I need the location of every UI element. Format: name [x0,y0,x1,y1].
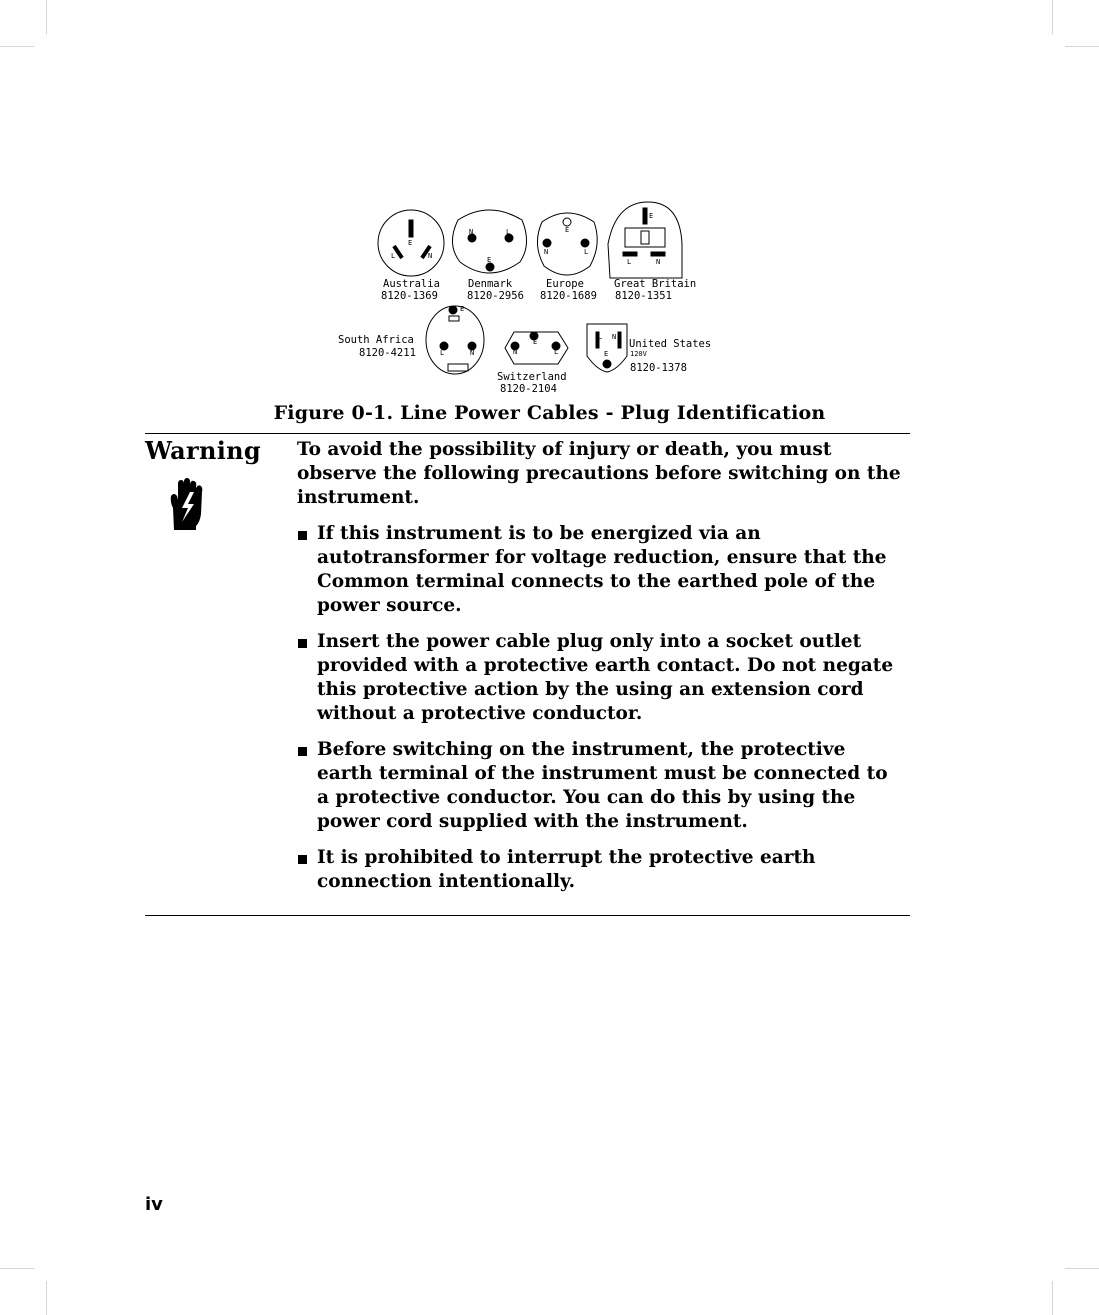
europe-plug-icon [537,213,597,275]
svg-text:L: L [506,228,511,236]
top-rule [145,433,910,434]
crop-mark [1052,1281,1053,1315]
warning-body [297,438,902,906]
bullet-square-icon [298,747,307,756]
plug-country-label: Great Britain [614,278,697,290]
plug-part-number: 8120-2104 [500,383,557,395]
precaution-list [297,522,902,894]
plug-part-number: 8120-4211 [359,347,416,359]
plug-country-label: Europe [546,278,584,290]
crop-mark [0,1268,34,1269]
crop-mark [0,46,34,47]
list-item [297,630,902,726]
crop-mark [1065,46,1099,47]
plug-country-label: Switzerland [497,371,567,383]
bullet-square-icon [298,639,307,648]
crop-mark [46,1281,47,1315]
warning-heading: Warning [145,436,261,465]
bullet-square-icon [298,855,307,864]
svg-text:E: E [487,256,492,264]
svg-text:L: L [627,258,632,266]
crop-mark [46,0,47,34]
bullet-square-icon [298,531,307,540]
great-britain-plug-icon [608,202,682,278]
svg-text:N: N [513,348,518,356]
list-item [297,522,902,618]
svg-text:E: E [565,226,570,234]
plug-country-label: Australia [383,278,440,290]
svg-text:L: L [440,349,445,357]
south-africa-plug-icon [426,306,484,374]
svg-text:N: N [469,228,474,236]
plug-country-label: South Africa [338,334,414,346]
plug-country-label: United States [629,338,712,350]
plug-part-number: 8120-1369 [381,290,438,302]
figure-caption: Figure 0-1. Line Power Cables - Plug Identification [273,402,826,424]
list-item [297,846,902,894]
united-states-plug-icon [587,324,627,372]
list-item-text: Insert the power cable plug only into a socket outlet provided with a protective earth contact. Do not negate this protective action by the using an extension cord without a protective conductor. [317,631,894,724]
list-item-text: If this instrument is to be energized via an autotransformer for voltage reduction, ensure that the Common terminal connects to the earthed pole of the power source. [317,523,887,616]
svg-text:E: E [408,239,413,247]
svg-text:L: L [598,333,603,341]
plug-part-number: 8120-1351 [615,290,672,302]
plug-part-number: 8120-1378 [630,362,687,374]
warning-intro: To avoid the possibility of injury or death, you must observe the following precautions before switching on the instrument. [297,439,901,508]
hand-shock-icon [168,478,206,530]
bottom-rule [145,915,910,916]
svg-text:E: E [460,305,465,313]
page-number: iv [145,1194,163,1215]
svg-text:E: E [604,350,609,358]
list-item-text: Before switching on the instrument, the protective earth terminal of the instrument must be connected to a protective conductor. You can do this by using the power cord supplied with the instrument. [317,739,888,832]
crop-mark [1065,1268,1099,1269]
list-item [297,738,902,834]
plug-part-number: 8120-2956 [467,290,524,302]
plug-country-label: Denmark [468,278,513,290]
svg-text:N: N [656,258,661,266]
plug-part-number: 8120-1689 [540,290,597,302]
svg-text:L: L [391,252,396,260]
svg-text:N: N [428,252,433,260]
svg-text:N: N [612,333,617,341]
svg-text:L: L [584,248,589,256]
svg-text:L: L [554,348,559,356]
svg-text:N: N [470,349,475,357]
list-item-text: It is prohibited to interrupt the protective earth connection intentionally. [317,847,816,892]
svg-text:E: E [533,338,538,346]
plug-identification-figure [330,198,730,398]
crop-mark [1052,0,1053,34]
svg-text:N: N [544,248,549,256]
plug-voltage-label: 120V [630,350,647,358]
svg-text:E: E [649,212,654,220]
